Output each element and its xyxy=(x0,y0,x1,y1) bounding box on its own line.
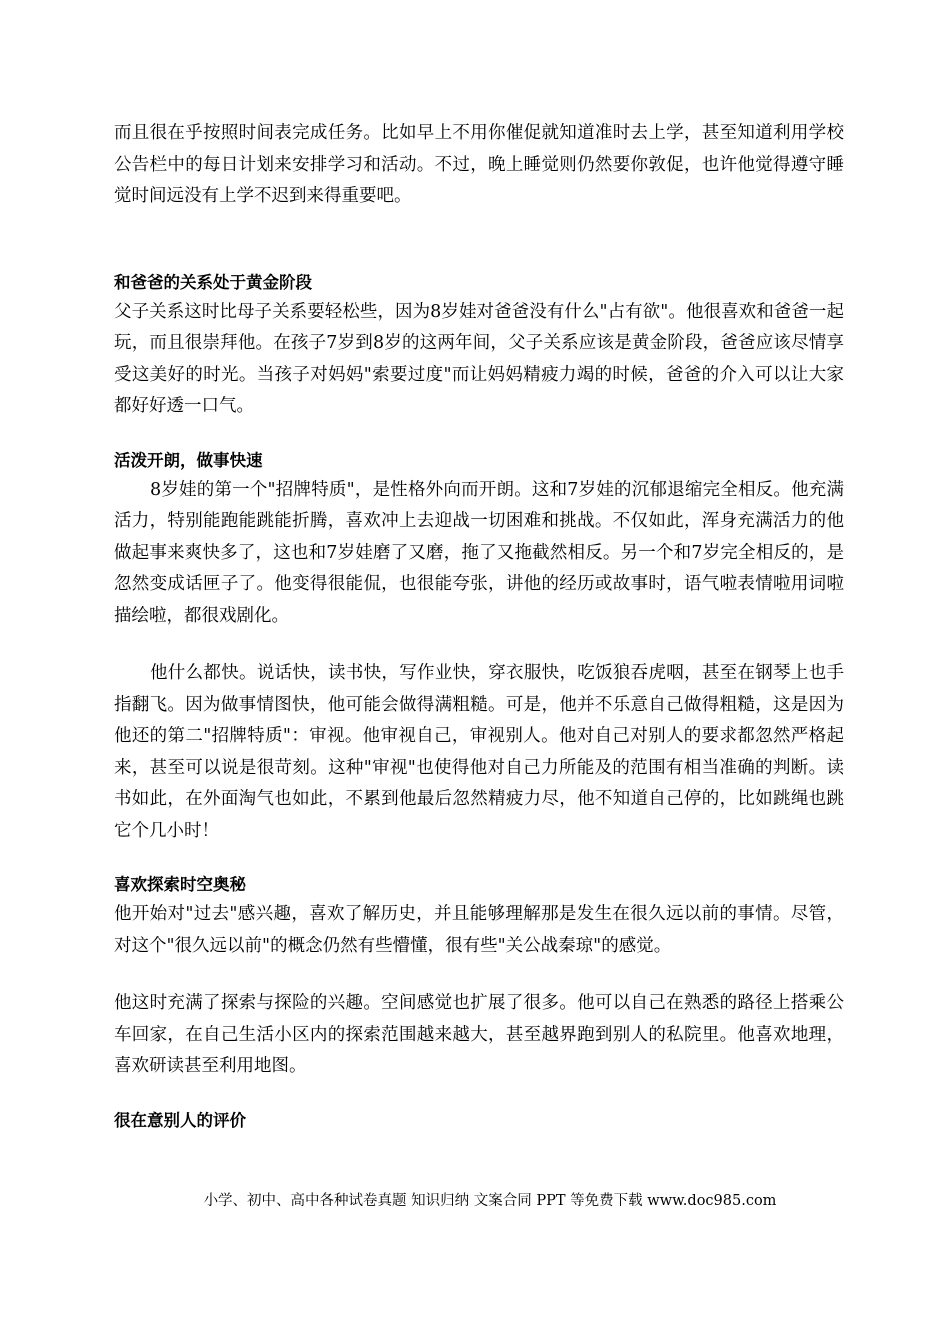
section-heading-evaluation: 很在意别人的评价 xyxy=(114,1110,246,1130)
section-paragraph: 他什么都快。说话快，读书快，写作业快，穿衣服快，吃饭狼吞虎咽，甚至在钢琴上也手指翻飞。因为做事情图快，他可能会做得满粗糙。可是，他并不乐意自己做得粗糙，这是因为他还的第二"招牌特质"：审视。他审视自己，审视别人。他对自己对别人的要求都忽然严格起来，甚至可以说是很苛刻。这种"审视"也使得他对自己力所能及的范围有相当准确的判断。读书如此，在外面淘气也如此，不累到他最后忽然精疲力尽，他不知道自己停的，比如跳绳也跳它个几小时！ xyxy=(114,663,844,841)
section-paragraph: 8岁娃的第一个"招牌特质"，是性格外向而开朗。这和7岁娃的沉郁退缩完全相反。他充满活力，特别能跑能跳能折腾，喜欢冲上去迎战一切困难和挑战。不仅如此，浑身充满活力的他做起事来爽快多了，这也和7岁娃磨了又磨，拖了又拖截然相反。另一个和7岁完全相反的，是忽然变成话匣子了。他变得很能侃，也很能夸张，讲他的经历或故事时，语气啦表情啦用词啦描绘啦，都很戏剧化。 xyxy=(114,479,844,626)
spacer xyxy=(114,213,844,269)
intro-paragraph: 而且很在乎按照时间表完成任务。比如早上不用你催促就知道准时去上学，甚至知道利用学校公告栏中的每日计划来安排学习和活动。不过，晚上睡觉则仍然要你敦促，也许他觉得遵守睡觉时间远没有上学不迟到来得重要吧。 xyxy=(114,123,844,206)
spacer xyxy=(114,1083,844,1107)
section-heading-father: 和爸爸的关系处于黄金阶段 xyxy=(114,272,312,292)
section-heading-lively: 活泼开朗，做事快速 xyxy=(114,450,263,470)
document-body xyxy=(114,118,844,1135)
spacer xyxy=(114,847,844,871)
section-heading-explore: 喜欢探索时空奥秘 xyxy=(114,875,246,894)
spacer xyxy=(114,423,844,447)
spacer xyxy=(114,632,844,658)
section-paragraph: 他这时充满了探索与探险的兴趣。空间感觉也扩展了很多。他可以自己在熟悉的路径上搭乘公车回家，在自己生活小区内的探索范围越来越大，甚至越界跑到别人的私院里。他喜欢地理，喜欢研读甚至利用地图。 xyxy=(114,993,844,1076)
section-paragraph: 父子关系这时比母子关系要轻松些，因为8岁娃对爸爸没有什么"占有欲"。他很喜欢和爸爸一起玩，而且很崇拜他。在孩子7岁到8岁的这两年间，父子关系应该是黄金阶段，爸爸应该尽情享受这美好的时光。当孩子对妈妈"索要过度"而让妈妈精疲力竭的时候，爸爸的介入可以让大家都好好透一口气。 xyxy=(114,301,844,416)
page-footer: 小学、初中、高中各种试卷真题 知识归纳 文案合同 PPT 等免费下载 www.doc985.com xyxy=(203,1193,777,1209)
spacer xyxy=(114,962,844,988)
section-paragraph: 他开始对"过去"感兴趣，喜欢了解历史，并且能够理解那是发生在很久远以前的事情。尽管，对这个"很久远以前"的概念仍然有些懵懂，很有些"关公战秦琼"的感觉。 xyxy=(114,904,844,956)
